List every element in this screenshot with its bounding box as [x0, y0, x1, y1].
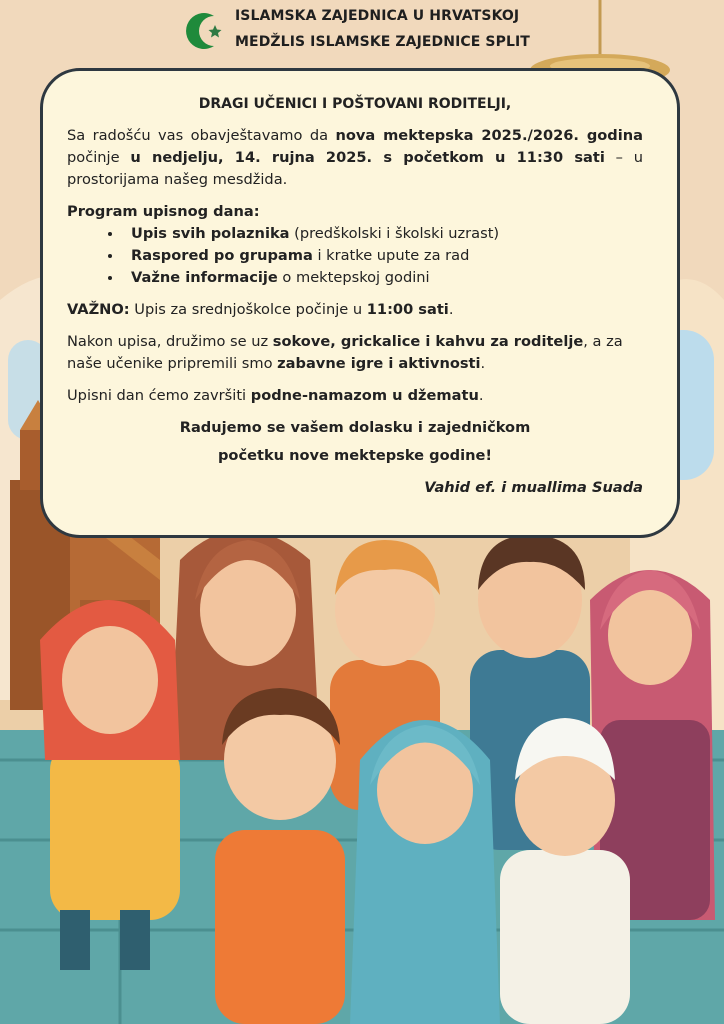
intro-text-1: Sa radošću vas obavještavamo da — [67, 127, 336, 144]
closing-line-2: početku nove mektepske godine! — [217, 447, 493, 464]
program-item-bold: Važne informacije — [131, 269, 278, 286]
closing-text-1: Upisni dan ćemo završiti — [67, 387, 251, 404]
program-item-rest: (predškolski i školski uzrast) — [289, 225, 500, 242]
crescent-star-logo-icon — [186, 10, 226, 52]
intro-text-2: počinje — [67, 149, 131, 166]
closing-line-1: Radujemo se vašem dolasku i zajedničkom — [179, 419, 531, 436]
org-name-line1: ISLAMSKA ZAJEDNICA U HRVATSKOJ — [235, 8, 520, 24]
important-text-1: Upis za srednjoškolce počinje u — [129, 301, 367, 318]
child-girl-red-hijab — [40, 600, 180, 970]
greeting-heading: DRAGI UČENICI I POŠTOVANI RODITELJI, — [198, 96, 512, 112]
intro-text-3: – u prostorijama našeg mesdžida. — [67, 149, 643, 188]
program-title — [67, 201, 643, 223]
program-item-bold: Raspored po grupama — [131, 247, 313, 264]
program-item-rest: i kratke upute za rad — [312, 247, 470, 264]
important-text-2: . — [448, 301, 454, 318]
after-text-2: , a za naše učenike pripremili smo — [67, 333, 623, 372]
intro-date: u nedjelju, 14. rujna 2025. s početkom u 11:30 sati — [130, 149, 605, 166]
closing-prayer: podne-namazom u džematu — [250, 387, 479, 404]
intro-paragraph — [67, 125, 643, 191]
closing-paragraph — [67, 385, 643, 407]
child-girl-teal-hijab — [350, 720, 500, 1024]
child-boy-orange-shirt — [215, 688, 345, 1024]
important-label: VAŽNO: — [67, 301, 130, 318]
after-paragraph — [67, 331, 643, 375]
intro-year: nova mektepska 2025./2026. godina — [335, 127, 643, 144]
org-name-line2: MEDŽLIS ISLAMSKE ZAJEDNICE SPLIT — [235, 34, 530, 50]
program-title-text: Program upisnog dana: — [67, 203, 260, 220]
child-boy-white-kufi — [500, 718, 630, 1024]
program-item — [123, 245, 643, 267]
closing-text-2: . — [478, 387, 484, 404]
after-text-1: Nakon upisa, družimo se uz — [67, 333, 273, 350]
program-item — [123, 223, 643, 245]
after-activities: zabavne igre i aktivnosti — [277, 355, 481, 372]
program-item — [123, 267, 643, 289]
program-item-bold: Upis svih polaznika — [131, 225, 290, 242]
program-list — [67, 223, 643, 289]
after-refreshments: sokove, grickalice i kahvu za roditelje — [272, 333, 584, 350]
header — [0, 0, 724, 64]
after-text-3: . — [480, 355, 486, 372]
important-paragraph — [67, 299, 643, 321]
important-time: 11:00 sati — [366, 301, 449, 318]
program-item-rest: o mektepskoj godini — [277, 269, 430, 286]
notice-card — [40, 68, 680, 538]
signature: Vahid ef. i muallima Suada — [424, 479, 643, 496]
